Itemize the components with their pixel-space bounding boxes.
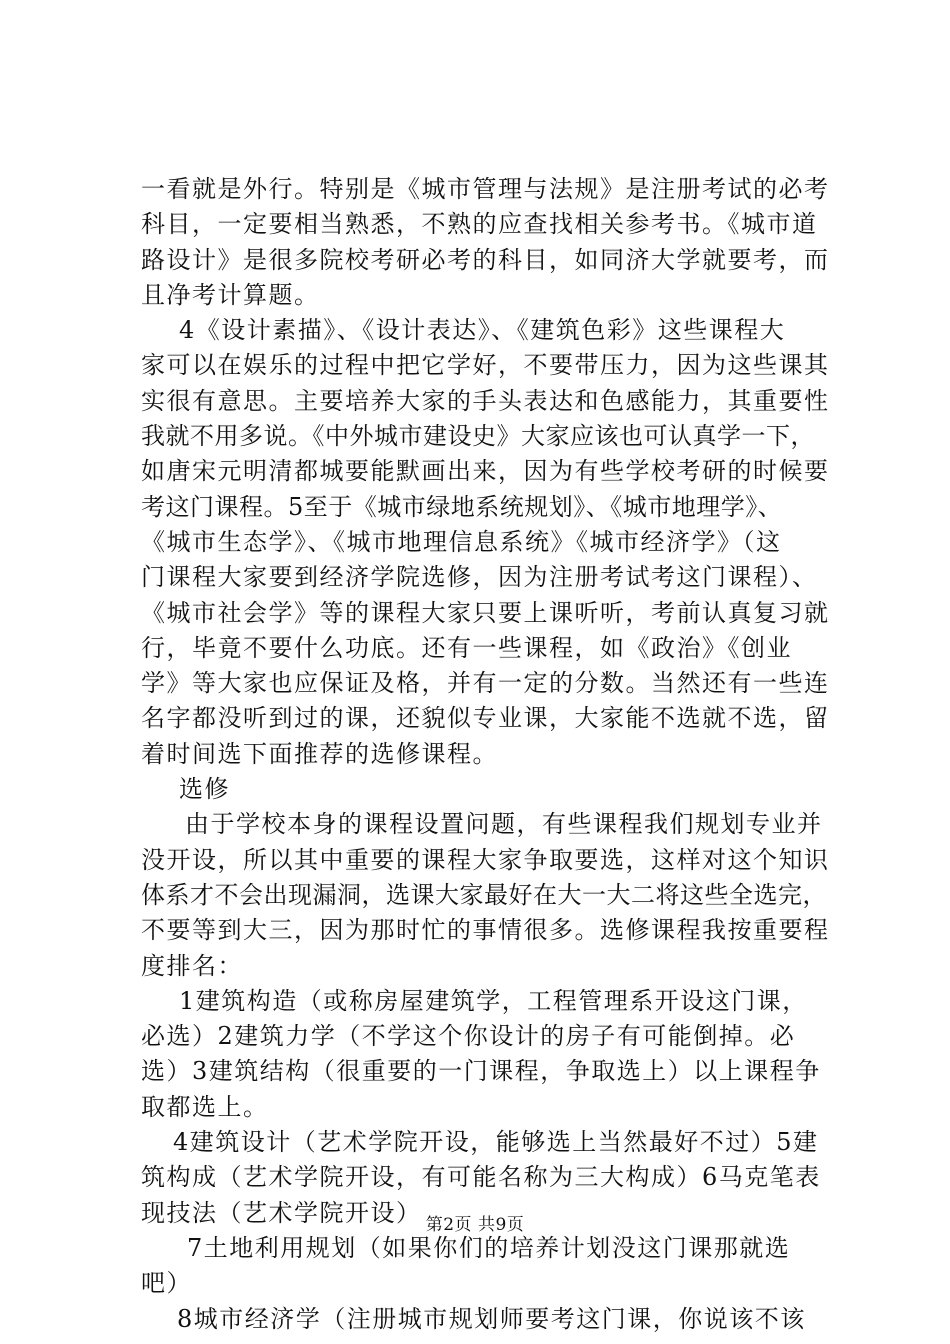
text-line: 《城市生态学》、《城市地理信息系统》《城市经济学》（这 [141,527,782,556]
text-line: 7土地利用规划（如果你们的培养计划没这门课那就选 [187,1233,791,1262]
section-heading: 选修 [179,775,230,804]
text-line: 4建筑设计（艺术学院开设，能够选上当然最好不过）5建 [173,1128,819,1157]
text-line: 如唐宋元明清都城要能默画出来，因为有些学校考研的时候要 [141,457,830,486]
text-line: 度排名： [141,951,243,980]
text-line: 且净考计算题。 [141,280,320,309]
text-line: 筑构成（艺术学院开设，有可能名称为三大构成）6马克笔表 [141,1163,821,1192]
text-line: 没开设，所以其中重要的课程大家争取要选，这样对这个知识 [141,845,830,874]
text-line: 体系才不会出现漏洞，选课大家最好在大一大二将这些全选完， [141,880,827,909]
text-line: 取都选上。 [141,1092,269,1121]
text-line: 路设计》是很多院校考研必考的科目，如同济大学就要考，而 [141,245,830,274]
text-line: 学》等大家也应保证及格，并有一定的分数。当然还有一些连 [141,669,830,698]
text-line: 现技法（艺术学院开设） [141,1198,422,1227]
text-line: 着时间选下面推荐的选修课程。 [141,739,498,768]
text-line: 我就不用多说。《中外城市建设史》大家应该也可认真学一下， [141,422,815,451]
text-line: 选）3建筑结构（很重要的一门课程，争取选上）以上课程争 [141,1057,821,1086]
text-line: 名字都没听到过的课，还貌似专业课，大家能不选就不选，留 [141,704,830,733]
text-line: 不要等到大三，因为那时忙的事情很多。选修课程我按重要程 [141,916,830,945]
page-number-footer: 第2页 共9页 [425,1215,525,1235]
text-line: 家可以在娱乐的过程中把它学好，不要带压力，因为这些课其 [141,351,830,380]
text-line: 4《设计素描》、《设计表达》、《建筑色彩》这些课程大 [179,316,786,345]
text-line: 一看就是外行。特别是《城市管理与法规》是注册考试的必考 [141,175,830,203]
document-body [141,172,841,1337]
text-line: 必选）2建筑力学（不学这个你设计的房子有可能倒掉。必 [141,1022,796,1051]
text-line: 吧） [141,1269,192,1298]
text-line: 行，毕竟不要什么功底。还有一些课程，如《政治》《创业 [141,633,792,662]
text-line: 8城市经济学（注册城市规划师要考这门课，你说该不该 [177,1304,806,1333]
text-line: 门课程大家要到经济学院选修，因为注册考试考这门课程）、 [141,563,818,592]
text-line: 《城市社会学》等的课程大家只要上课听听，考前认真复习就 [141,598,830,627]
text-line: 1建筑构造（或称房屋建筑学，工程管理系开设这门课， [179,986,808,1015]
text-line: 由于学校本身的课程设置问题，有些课程我们规划专业并 [185,810,823,839]
text-line: 实很有意思。主要培养大家的手头表达和色感能力，其重要性 [141,386,830,415]
text-line: 考这门课程。5至于《城市绿地系统规划》、《城市地理学》、 [141,492,783,521]
text-line: 科目，一定要相当熟悉，不熟的应查找相关参考书。《城市道 [141,210,818,239]
